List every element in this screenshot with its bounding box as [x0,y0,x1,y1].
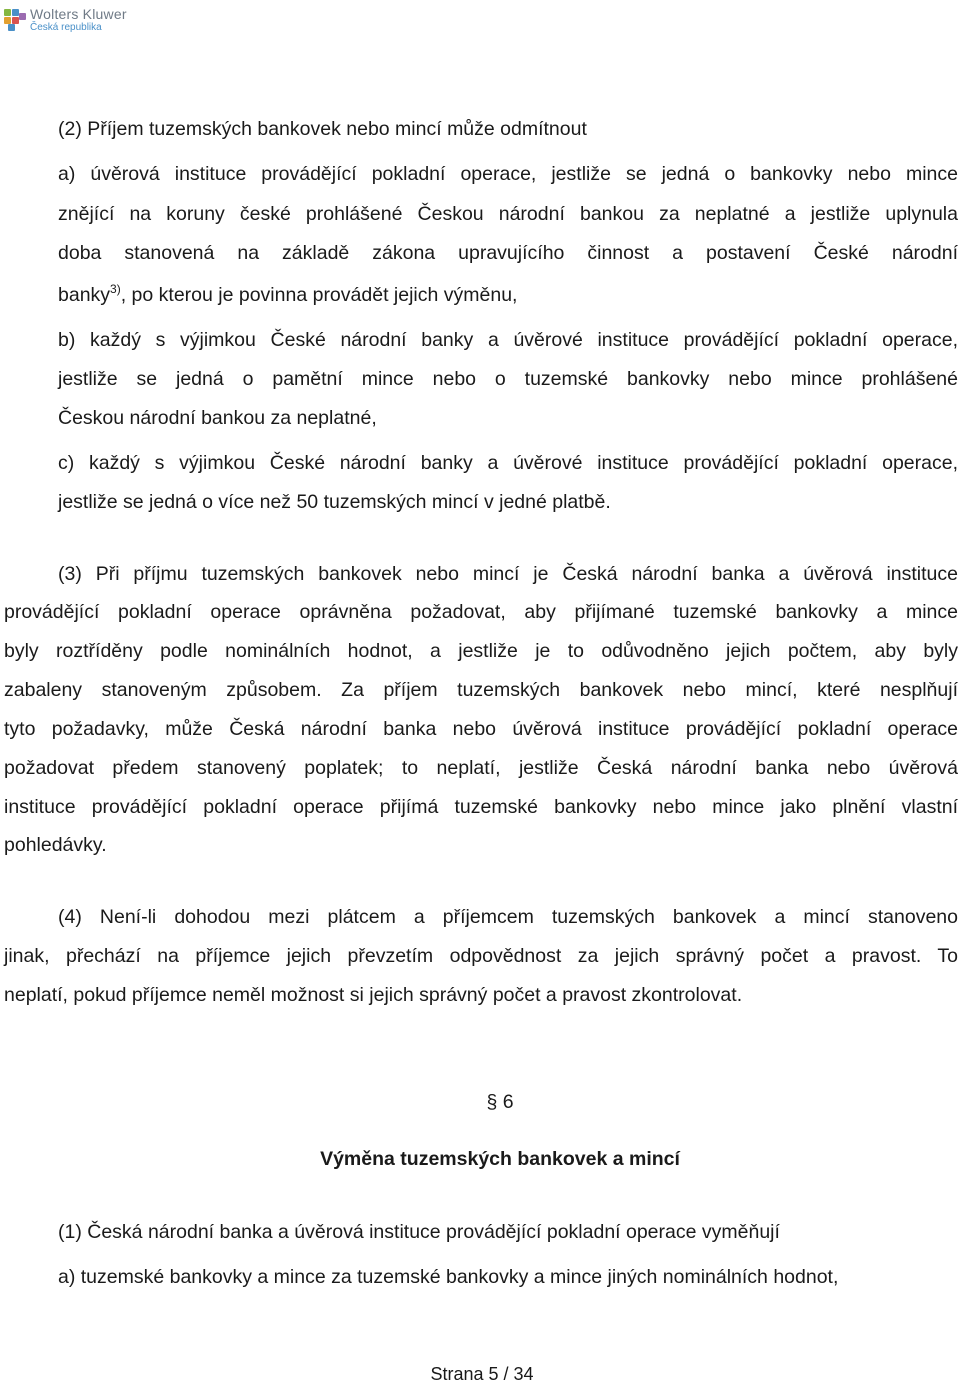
text-line: doba stanovená na základě zákona upravujícího činnost a postavení České národní [58,242,958,264]
text-line: jinak, přechází na příjemce jejich převzetím odpovědnost za jejich správný počet a pravost. To [4,945,958,967]
text-line: a) úvěrová instituce provádějící pokladní operace, jestliže se jedná o bankovky nebo mince [58,163,958,185]
logo-mark-icon [4,9,26,31]
publisher-logo [4,4,127,36]
section-number: § 6 [486,1091,514,1113]
text-line: b) každý s výjimkou České národní banky a úvěrové instituce provádějící pokladní operace, [58,329,958,351]
logo-subtitle: Česká republika [30,22,102,33]
footnote-ref: 3) [110,282,121,296]
text-line: a) tuzemské bankovky a mince za tuzemské bankovky a mince jiných nominálních hodnot, [58,1266,839,1288]
text-line: c) každý s výjimkou České národní banky a úvěrové instituce provádějící pokladní operace, [58,452,958,474]
text-line: (1) Česká národní banka a úvěrová instituce provádějící pokladní operace vyměňují [58,1221,780,1243]
text-line: provádějící pokladní operace oprávněna požadovat, aby přijímané tuzemské bankovky a mince [4,601,958,623]
text-line: požadovat předem stanovený poplatek; to neplatí, jestliže Česká národní banka nebo úvěrová [4,757,958,779]
text-fragment: , po kterou je povinna provádět jejich výměnu, [120,284,518,306]
text-line: neplatí, pokud příjemce neměl možnost si jejich správný počet a pravost zkontrolovat. [4,984,743,1006]
text-line: zabaleny stanoveným způsobem. Za příjem tuzemských bankovek nebo mincí, které nesplňují [4,679,958,701]
text-line: instituce provádějící pokladní operace přijímá tuzemské bankovky nebo mince jako plnění vlastní [4,796,958,818]
text-line [58,283,958,307]
text-line: tyto požadavky, může Česká národní banka nebo úvěrová instituce provádějící pokladní operace [4,718,958,740]
text-line: znějící na koruny české prohlášené Českou národní bankou za neplatné a jestliže uplynula [58,203,958,225]
text-line: jestliže se jedná o více než 50 tuzemských mincí v jedné platbě. [58,491,611,513]
text-line: byly roztříděny podle nominálních hodnot, a jestliže je to odůvodněno jejich počtem, aby byly [4,640,958,662]
text-line: Českou národní bankou za neplatné, [58,407,377,429]
text-line: jestliže se jedná o pamětní mince nebo o tuzemské bankovky nebo mince prohlášené [58,368,958,390]
section-heading: Výměna tuzemských bankovek a mincí [320,1148,680,1170]
paragraph-2-title: (2) Příjem tuzemských bankovek nebo mincí může odmítnout [58,118,587,140]
text-line: pohledávky. [4,834,107,856]
text-fragment: banky [58,284,111,306]
paragraph-4-start: (4) Není-li dohodou mezi plátcem a příjemcem tuzemských bankovek a mincí stanoveno [58,906,958,928]
logo-name: Wolters Kluwer [30,6,127,22]
page-number: Strana 5 / 34 [430,1364,534,1384]
paragraph-3-start: (3) Při příjmu tuzemských bankovek nebo mincí je Česká národní banka a úvěrová instituce [58,563,958,585]
